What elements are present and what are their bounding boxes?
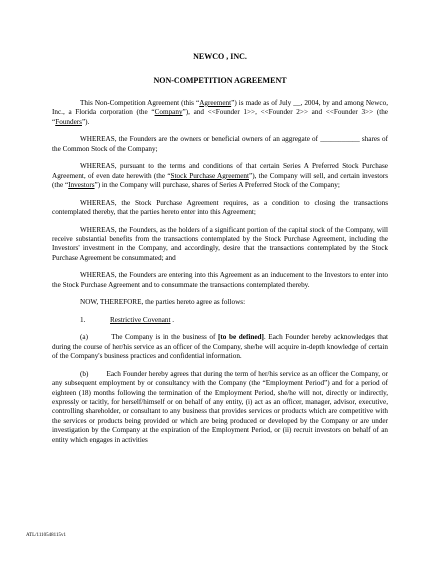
intro-paragraph: This Non-Competition Agreement (this “Agreement”) is made as of July __, 2004, by and among Newco, Inc., a Florida corporation (the “Company”), and <<Founder 1>>, <<Founder 2>> and <<Founder 3>> (the “Founders”).: [52, 98, 389, 126]
section-title: Restrictive Covenant: [110, 316, 171, 325]
now-therefore-clause: NOW, THEREFORE, the parties hereto agree as follows:: [80, 298, 246, 307]
defined-term-founders: Founders: [55, 117, 82, 126]
subsection-a: (a) The Company is in the business of [to be defined]. Each Founder hereby acknowledges that during the course of her/his service as an officer of the Company, she/he will acquire in-depth knowledge of certain of the Company's business practices and confidential information.: [52, 333, 389, 361]
placeholder-business: [to be defined]: [218, 333, 264, 342]
subsection-b: (b) Each Founder hereby agrees that during the term of her/his service as an officer the Company, or any subsequent employment by or consultancy with the Company (the “Employment Period”) and for a period of eighteen (18) months following the termination of the Employment Period, she/he will not, directly or indirectly, expressly or tacitly, for herself/himself or on behalf of any entity, (i) act as an officer, manager, advisor, executive, controlling shareholder, or consultant to any business that provides services or products which are competitive with the services or products being provided or which are being produced or developed by the Company or are under investigation by the Company at the expiration of the Employment Period, or (ii) recruit investors on behalf of an entity which engages in activities: [52, 369, 389, 444]
defined-term-agreement: Agreement: [199, 98, 232, 107]
section-number: 1.: [80, 316, 86, 325]
recital-3: WHEREAS, the Stock Purchase Agreement requires, as a condition to closing the transactions contemplated thereby, that the parties hereto enter into this Agreement;: [52, 198, 388, 217]
subsection-label: (a): [80, 333, 88, 342]
recital-2: WHEREAS, pursuant to the terms and conditions of that certain Series A Preferred Stock Purchase Agreement, of even date herewith (the “Stock Purchase Agreement”), the Company will sell, and certain investors (the “Investors”) in the Company will purchase, shares of Series A Preferred Stock of the Company;: [52, 162, 389, 190]
document-id: ATL/1110548115v1: [26, 533, 66, 538]
defined-term-company: Company: [154, 108, 183, 117]
company-name: NEWCO , INC.: [193, 52, 247, 61]
subsection-label: (b): [80, 369, 89, 378]
defined-term-stock-purchase-agreement: Stock Purchase Agreement: [170, 171, 249, 180]
recital-1: WHEREAS, the Founders are the owners or beneficial owners of an aggregate of ___________ shares of the Common Stock of the Company;: [52, 135, 388, 153]
defined-term-investors: Investors: [68, 181, 95, 190]
recital-5: WHEREAS, the Founders are entering into this Agreement as an inducement to the Investors to enter into the Stock Purchase Agreement and to consummate the transactions contemplated thereby.: [52, 271, 388, 289]
recital-4: WHEREAS, the Founders, as the holders of a significant portion of the capital stock of the Company, will receive substantial benefits from the transactions contemplated by the Stock Purchase Agreement, including the Investors' investment in the Company, and accordingly, desire that the transactions contemplated by the Stock Purchase Agreement be consummated; and: [52, 225, 388, 262]
section-1-heading: 1. Restrictive Covenant .: [80, 316, 175, 325]
document-title: NON-COMPETITION AGREEMENT: [153, 76, 287, 86]
